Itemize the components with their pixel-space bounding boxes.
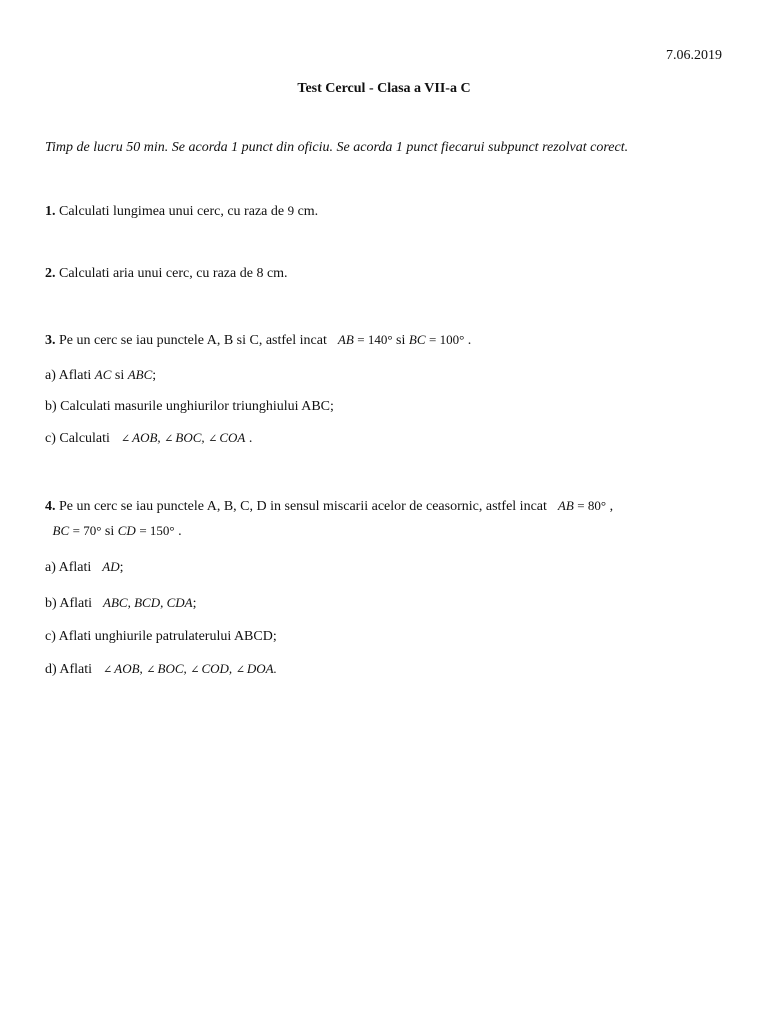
radius-unit: cm.: [297, 204, 319, 219]
end-mark: ;: [152, 368, 157, 383]
arc-ac: AC: [94, 367, 112, 382]
end-mark: ;: [119, 560, 124, 575]
end-mark: .: [248, 431, 253, 446]
problem-4a: [45, 558, 124, 577]
problem-3b: b) Calculati masurile unghiurilor triunghiului ABC;: [45, 399, 334, 414]
problem-2: [45, 265, 288, 283]
arcs-list: ABC, BCD, CDA: [103, 595, 193, 610]
angle-aob: AOB,: [114, 661, 143, 676]
angle-icon: ∠: [146, 664, 156, 676]
problem-text: Pe un cerc se iau punctele A, B, C, D in sensul miscarii acelor de ceasornic, astfel incat: [59, 499, 547, 514]
problem-4: [45, 497, 613, 516]
problem-number: 2.: [45, 266, 56, 281]
problem-4d: [45, 660, 277, 679]
connector: si: [114, 368, 125, 383]
arc-bc-value: = 70°: [72, 523, 102, 538]
arc-bc: BC: [52, 523, 70, 538]
problem-4-continuation: [45, 522, 182, 541]
subpoint-label: b) Aflati: [45, 596, 93, 611]
angle-icon: ∠: [103, 664, 113, 676]
subpoint-label: d) Aflati: [45, 662, 93, 677]
comma: ,: [609, 499, 614, 514]
arc-ab-value: = 140°: [357, 332, 393, 347]
arc-cd-value: = 150°: [139, 523, 175, 538]
page-title: Test Cercul - Clasa a VII-a C: [297, 81, 471, 96]
arc-bc-value: = 100°: [429, 332, 465, 347]
problem-4b: [45, 594, 197, 613]
end-mark: .: [467, 333, 472, 348]
subpoint-label: a) Aflati: [45, 368, 92, 383]
problem-3a: [45, 366, 156, 385]
angle-icon: ∠: [208, 433, 218, 445]
angle-icon: ∠: [235, 664, 245, 676]
problem-text: Pe un cerc se iau punctele A, B si C, astfel incat: [59, 333, 327, 348]
angle-boc: BOC,: [157, 661, 187, 676]
angle-icon: ∠: [164, 433, 174, 445]
radius-value: 9: [287, 203, 295, 218]
problem-number: 3.: [45, 333, 56, 348]
problem-3: [45, 331, 471, 350]
arc-abc: ABC: [127, 367, 153, 382]
angle-aob: AOB,: [132, 430, 161, 445]
connector: si: [396, 333, 406, 348]
angle-doa: DOA.: [246, 661, 277, 676]
problem-text: Calculati aria unui cerc, cu raza de 8 cm.: [59, 266, 288, 281]
arc-ab: AB: [557, 498, 574, 513]
subpoint-label: c) Calculati: [45, 431, 110, 446]
problem-number: 1.: [45, 204, 56, 219]
problem-3c: [45, 429, 252, 448]
connector: si: [104, 524, 115, 539]
angle-icon: ∠: [120, 433, 131, 445]
angle-icon: ∠: [190, 664, 200, 676]
subpoint-label: a) Aflati: [45, 560, 92, 575]
arc-cd: CD: [117, 523, 136, 538]
end-mark: .: [178, 524, 182, 539]
date: 7.06.2019: [666, 48, 722, 63]
arc-ad: AD: [102, 559, 120, 574]
arc-ab-value: = 80°: [577, 498, 607, 513]
arc-ab: AB: [337, 332, 354, 347]
instructions: Timp de lucru 50 min. Se acorda 1 punct din oficiu. Se acorda 1 punct fiecarui subpunct rezolvat corect.: [45, 140, 629, 155]
end-mark: ;: [192, 596, 197, 611]
problem-number: 4.: [45, 499, 56, 514]
angle-coa: COA: [219, 430, 246, 445]
angle-cod: COD,: [201, 661, 233, 676]
problem-4c: c) Aflati unghiurile patrulaterului ABCD;: [45, 629, 277, 644]
arc-bc: BC: [408, 332, 426, 347]
problem-1: [45, 202, 318, 221]
problem-text: Calculati lungimea unui cerc, cu raza de: [59, 204, 285, 219]
angle-boc: BOC,: [175, 430, 205, 445]
